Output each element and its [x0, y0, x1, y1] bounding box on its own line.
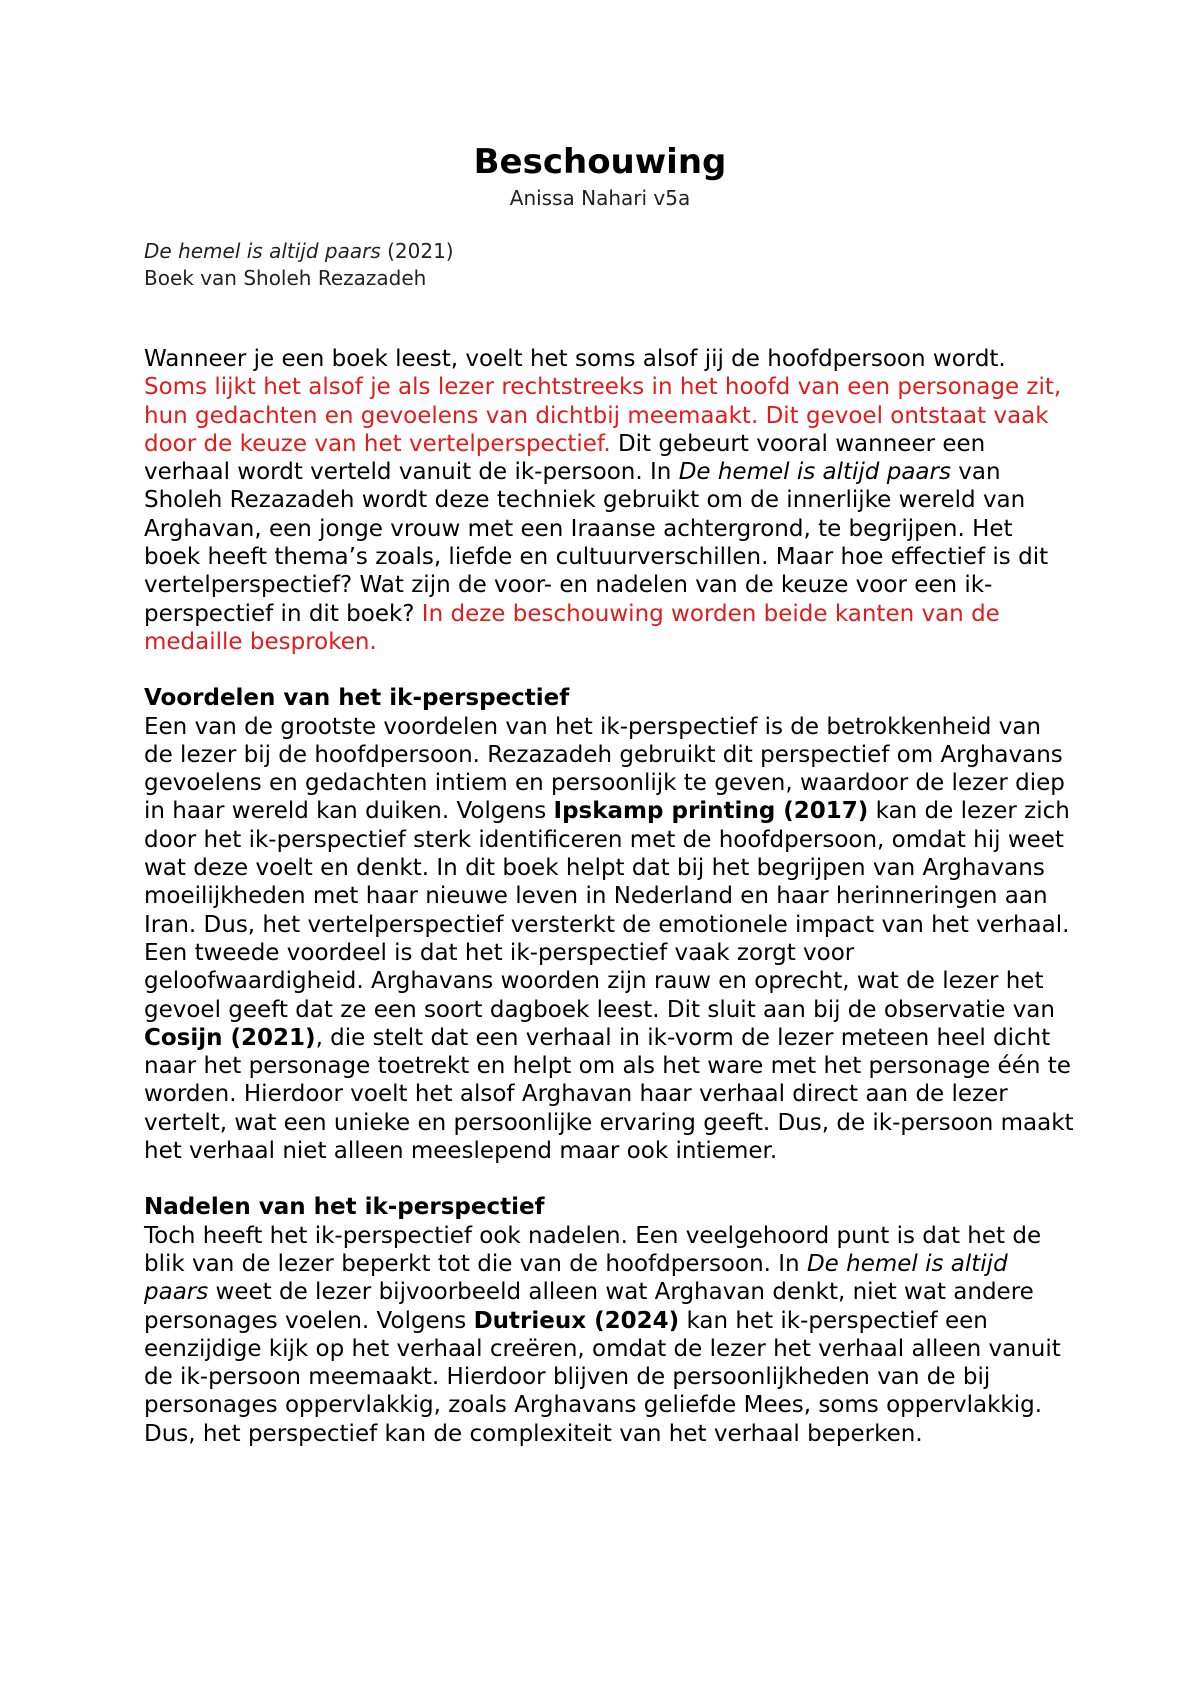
nadelen-text-end: kan het ik-perspectief een eenzijdige kijk op het verhaal creëren, omdat de lezer het verhaal alleen vanuit de ik-persoon meemaakt. Hierdoor blijven de persoonlijkheden van de bij personages oppervlakkig, zoals Arghavans geliefde Mees, soms oppervlakkig. Dus, het perspectief kan de complexiteit van het verhaal beperken. [144, 1307, 1061, 1447]
voordelen-text: Een van de grootste voordelen van het ik-perspectief is de betrokkenheid van de lezer bij de hoofdpersoon. Rezazadeh gebruikt dit perspectief om Arghavans gevoelens en gedachten intiem en persoonlijk te geven, waardoor de lezer diep in haar wereld kan duiken. Volgens [144, 713, 1065, 825]
document-title: Beschouwing [473, 142, 727, 182]
voordelen-text-2: Een tweede voordeel is dat het ik-perspectief vaak zorgt voor geloofwaardigheid. Arghavans woorden zijn rauw en oprecht, wat de lezer het gevoel geeft dat ze een soort dagboek leest. Dit sluit aan bij de observatie van [144, 939, 1055, 1023]
intro-text: Dit gebeurt vooral wanneer een verhaal wordt verteld vanuit de ik-persoon. In [144, 430, 986, 486]
intro-highlight-end: In deze beschouwing worden beide kanten van de medaille besproken. [144, 600, 1000, 655]
citation-dutrieux: Dutrieux (2024) [473, 1307, 680, 1334]
intro-book-title: De hemel is altijd paars [678, 459, 951, 486]
nadelen-heading: Nadelen van het ik-perspectief [144, 1194, 545, 1221]
intro-paragraph [144, 345, 1074, 656]
book-title-line [144, 238, 454, 265]
nadelen-paragraph [144, 1222, 1074, 1448]
nadelen-text: Toch heeft het ik-perspectief ook nadelen. Een veelgehoord punt is dat het de blik van de lezer beperkt tot die van de hoofdpersoon. In [144, 1222, 1042, 1277]
voordelen-paragraph-2 [144, 939, 1074, 1165]
citation-cosijn: Cosijn (2021) [144, 1024, 316, 1051]
voordelen-heading: Voordelen van het ik-perspectief [144, 685, 570, 712]
book-info [144, 238, 454, 292]
voordelen-text-continued: kan de lezer zich door het ik-perspectief sterk identificeren met de hoofdpersoon, omdat hij weet wat deze voelt en denkt. In dit boek helpt dat bij het begrijpen van Arghavans moeilijkheden met haar nieuwe leven in Nederland en haar herinneringen aan Iran. Dus, het vertelperspectief versterkt de emotionele impact van het verhaal. [144, 798, 1070, 938]
book-author-line: Boek van Sholeh Rezazadeh [144, 266, 427, 290]
nadelen-book-title: De hemel is altijd paars [144, 1250, 1008, 1306]
voordelen-paragraph-1 [144, 713, 1074, 939]
book-year: (2021) [380, 239, 454, 263]
essay-body [144, 345, 1074, 1448]
voordelen-text-2-continued: , die stelt dat een verhaal in ik-vorm de lezer meteen heel dicht naar het personage toetrekt en helpt om als het ware met het personage één te worden. Hierdoor voelt het alsof Arghavan haar verhaal direct aan de lezer vertelt, wat een unieke en persoonlijke ervaring geeft. Dus, de ik-persoon maakt het verhaal niet alleen meeslepend maar ook intiemer. [144, 1024, 1074, 1165]
citation-ipskamp: Ipskamp printing (2017) [553, 798, 869, 825]
intro-sentence: Wanneer je een boek leest, voelt het soms alsof jij de hoofdpersoon wordt. [144, 346, 1006, 372]
author-line: Anissa Nahari v5a [509, 186, 691, 210]
nadelen-text-continued: weet de lezer bijvoorbeeld alleen wat Arghavan denkt, niet wat andere personages voelen. Volgens [144, 1279, 1034, 1334]
book-title: De hemel is altijd paars [144, 239, 381, 263]
intro-highlight: Soms lijkt het alsof je als lezer rechtstreeks in het hoofd van een personage zit, hun gedachten en gevoelens van dichtbij meemaakt. Dit gevoel ontstaat vaak door de keuze van het vertelperspectief. [144, 374, 1062, 457]
intro-text-continued: van Sholeh Rezazadeh wordt deze techniek gebruikt om de innerlijke wereld van Arghavan, een jonge vrouw met een Iraanse achtergrond, te begrijpen. Het boek heeft thema’s zoals, liefde en cultuurverschillen. Maar hoe effectief is dit vertelperspectief? Wat zijn de voor- en nadelen van de keuze voor een ik-perspectief in dit boek? [144, 459, 1049, 627]
